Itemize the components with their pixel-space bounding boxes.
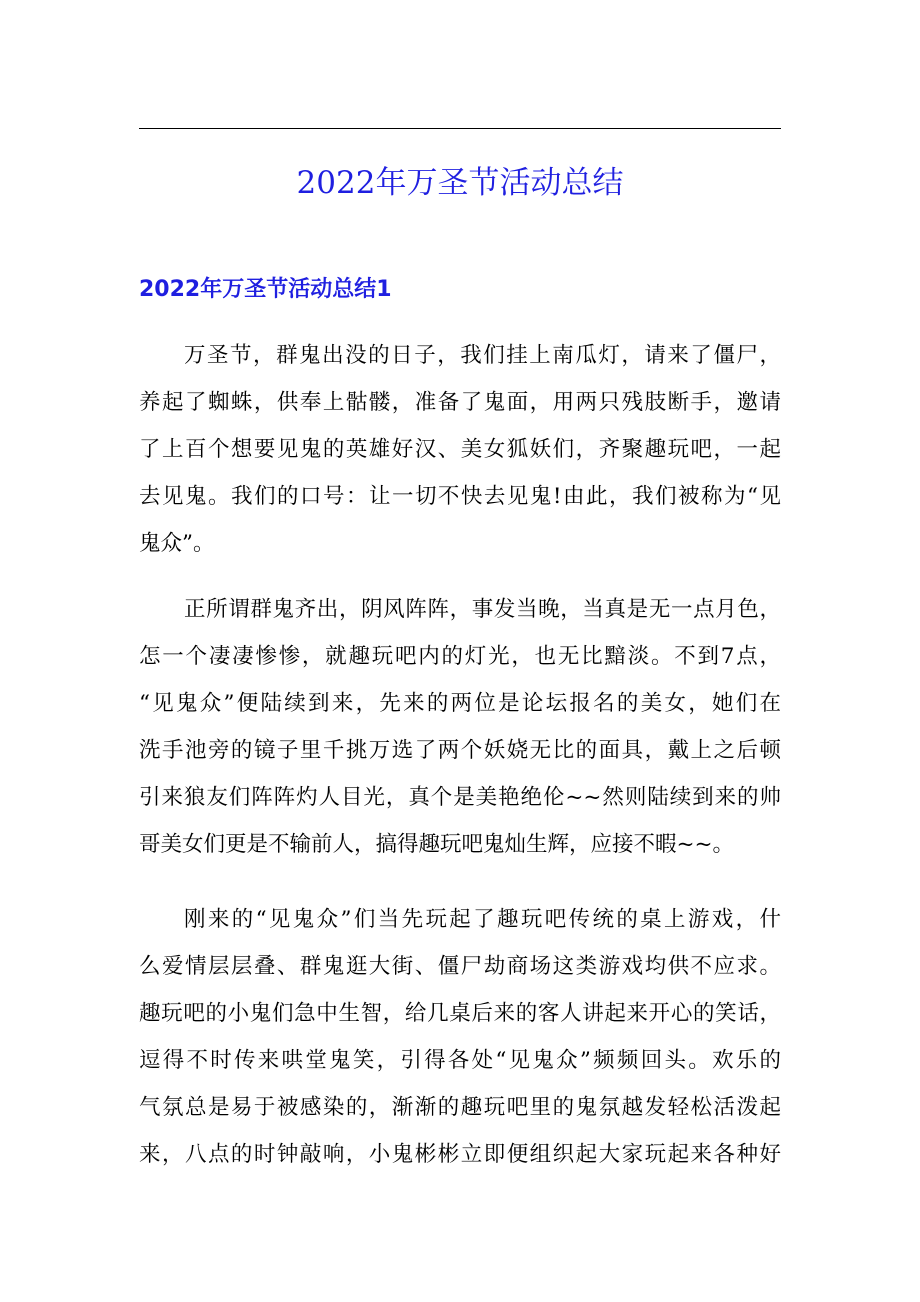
paragraph-line: 引来狼友们阵阵灼人目光，真个是美艳绝伦~~然则陆续到来的帅 <box>139 785 781 810</box>
paragraph-line: 来，八点的时钟敲响，小鬼彬彬立即便组织起大家玩起来各种好 <box>139 1142 781 1167</box>
paragraph-2 <box>139 586 781 868</box>
paragraph-line: 刚来的“见鬼众”们当先玩起了趣玩吧传统的桌上游戏，什 <box>184 907 781 932</box>
paragraph-line: 趣玩吧的小鬼们急中生智，给几桌后来的客人讲起来开心的笑话， <box>139 1001 781 1026</box>
paragraph-1 <box>139 332 781 567</box>
paragraph-line: 怎一个凄凄惨惨，就趣玩吧内的灯光，也无比黯淡。不到7点， <box>139 644 781 669</box>
paragraph-line: 鬼众”。 <box>139 531 215 556</box>
paragraph-line: 洗手池旁的镜子里千挑万选了两个妖娆无比的面具，戴上之后顿 <box>139 738 781 763</box>
paragraph-line: “见鬼众”便陆续到来，先来的两位是论坛报名的美女，她们在 <box>139 691 781 716</box>
paragraph-line: 了上百个想要见鬼的英雄好汉、美女狐妖们，齐聚趣玩吧，一起 <box>139 437 781 462</box>
paragraph-line: 气氛总是易于被感染的，渐渐的趣玩吧里的鬼氛越发轻松活泼起 <box>139 1095 781 1120</box>
document-title: 2022年万圣节活动总结 <box>296 165 624 201</box>
section-heading: 2022年万圣节活动总结1 <box>139 277 392 302</box>
paragraph-line: 去见鬼。我们的口号：让一切不快去见鬼!由此，我们被称为“见 <box>139 484 781 509</box>
paragraph-line: 养起了蜘蛛，供奉上骷髅，准备了鬼面，用两只残肢断手，邀请 <box>139 390 781 415</box>
header-rule <box>139 128 781 129</box>
paragraph-line: 正所谓群鬼齐出，阴风阵阵，事发当晚，当真是无一点月色， <box>184 597 781 622</box>
paragraph-line: 哥美女们更是不输前人，搞得趣玩吧鬼灿生辉，应接不暇~~。 <box>139 832 735 857</box>
paragraph-line: 么爱情层层叠、群鬼逛大街、僵尸劫商场这类游戏均供不应求。 <box>139 954 781 979</box>
paragraph-line: 逗得不时传来哄堂鬼笑，引得各处“见鬼众”频频回头。欢乐的 <box>139 1048 781 1073</box>
paragraph-line: 万圣节，群鬼出没的日子，我们挂上南瓜灯，请来了僵尸， <box>184 343 781 368</box>
paragraph-3 <box>139 896 781 1178</box>
